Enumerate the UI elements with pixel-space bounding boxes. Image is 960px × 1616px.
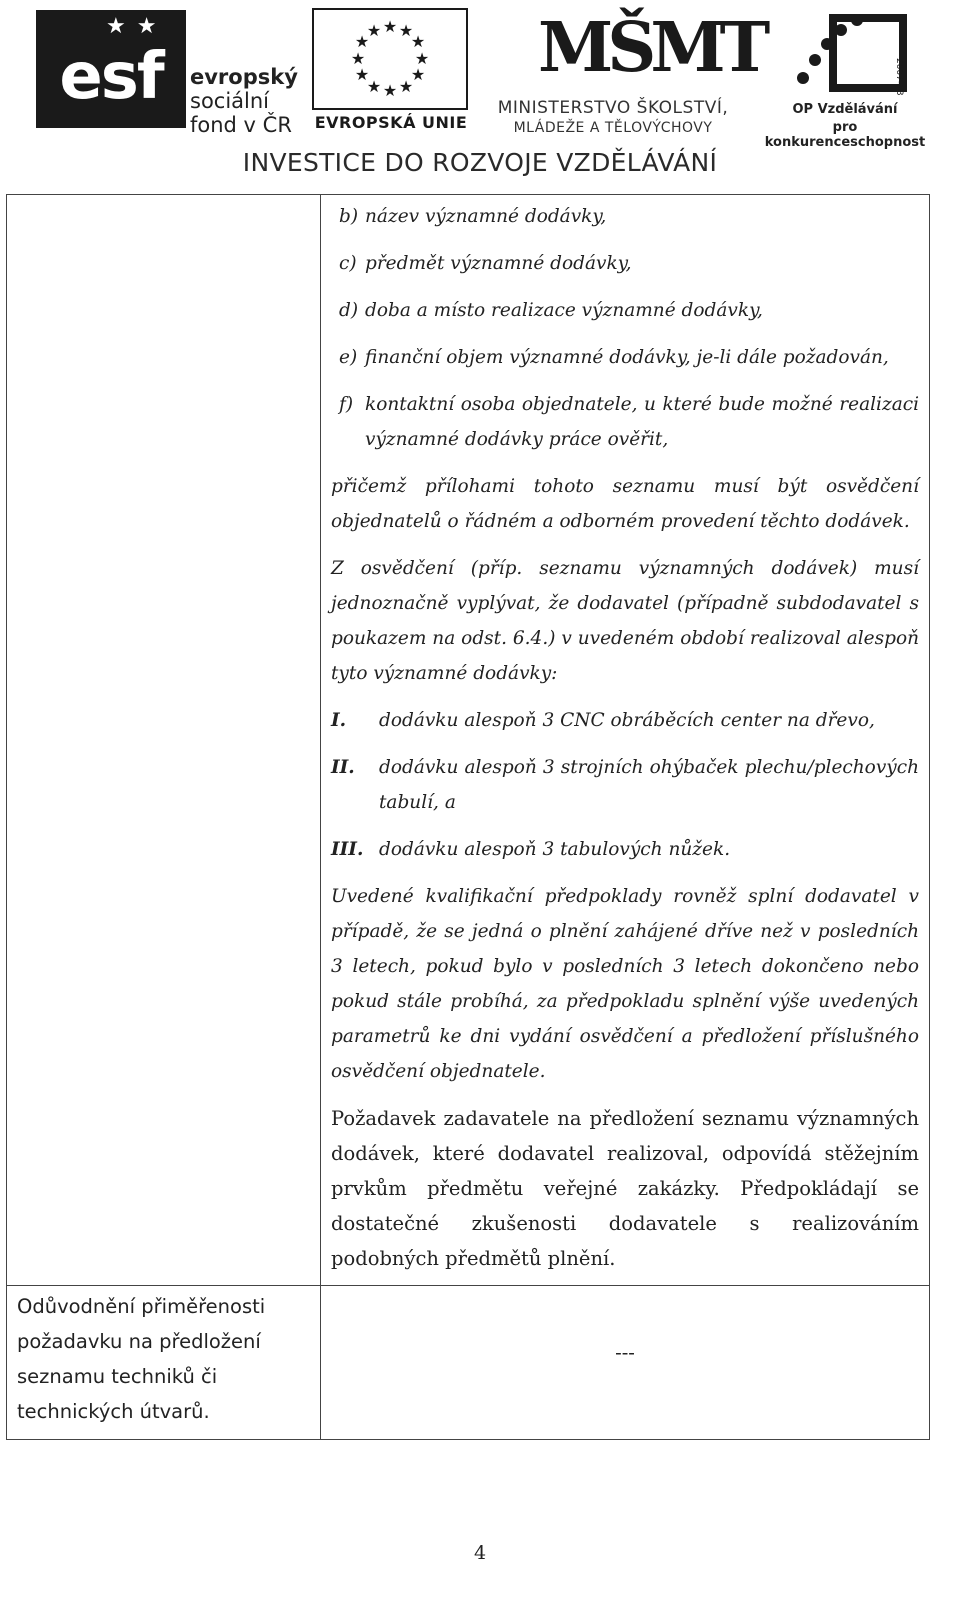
justification-label: Odůvodnění přiměřenosti požadavku na předložení seznamu techniků či technických útvarů. — [17, 1295, 266, 1423]
op-year: 2007-13 — [894, 58, 904, 96]
esf-caption-line: fond v ČR — [190, 113, 292, 137]
attachments-paragraph: přičemž přílohami tohoto seznamu musí být osvědčení objednatelů o řádném a odborném provedení těchto dodávek. — [331, 476, 919, 532]
eu-caption: EVROPSKÁ UNIE — [314, 113, 468, 132]
eu-logo — [312, 8, 470, 136]
list-item-text-continued: významné dodávky práce ověřit, — [365, 429, 669, 450]
svg-text:★: ★ — [366, 77, 382, 96]
svg-text:★: ★ — [414, 49, 430, 68]
svg-text:★: ★ — [398, 77, 414, 96]
investice-banner: INVESTICE DO ROZVOJE VZDĚLÁVÁNÍ — [242, 148, 718, 177]
esf-caption-line: sociální — [190, 89, 270, 113]
svg-text:★: ★ — [410, 65, 426, 84]
esf-logo-text: esf — [59, 40, 163, 114]
svg-text:★: ★ — [398, 21, 414, 40]
esf-logo — [30, 10, 305, 140]
roman-list-item — [331, 750, 919, 820]
qualification-paragraph: Uvedené kvalifikační předpoklady rovněž splní dodavatel v případě, že se jedná o plnění zahájené dříve než v posledních 3 letech, pokud bylo v posledních 3 letech dokončeno nebo pokud stále probíhá, za předpokladu splnění výše uvedených parametrů ke dni vydání osvědčení a předložení příslušného osvědčení objednatele. — [331, 886, 919, 1082]
op-logo-mark-icon — [793, 8, 913, 98]
svg-text:★: ★ — [366, 21, 382, 40]
row-divider — [7, 1285, 929, 1286]
roman-numeral: II. — [331, 757, 355, 778]
msmt-caption-line2: MLÁDEŽE A TĚLOVÝCHOVY — [513, 120, 713, 136]
svg-text:★: ★ — [382, 81, 398, 100]
page-number: 4 — [473, 1542, 487, 1564]
list-item-letter: d) — [339, 300, 359, 321]
list-item-letter: c) — [339, 253, 357, 274]
eu-flag-icon — [312, 8, 468, 110]
msmt-logo — [478, 8, 765, 138]
svg-text:★: ★ — [350, 49, 366, 68]
svg-text:★: ★ — [410, 32, 426, 51]
roman-numeral: III. — [331, 839, 364, 860]
roman-item-text: dodávku alespoň 3 strojních ohýbaček plechu/plechových tabulí, a — [379, 757, 919, 813]
op-logo — [755, 8, 935, 150]
column-divider — [320, 195, 321, 1439]
list-item — [339, 340, 889, 375]
list-item-text: finanční objem významné dodávky, je-li dále požadován, — [365, 347, 889, 368]
requirement-paragraph: Požadavek zadavatele na předložení seznamu významných dodávek, které dodavatel realizoval, odpovídá stěžejním prvkům předmětu veřejné zakázky. Předpokládají se dostatečné zkušenosti dodavatele s realizováním podobných předmětů plnění. — [331, 1107, 919, 1270]
op-caption-line2: pro konkurenceschopnost — [764, 120, 926, 150]
msmt-caption-line1: MINISTERSTVO ŠKOLSTVÍ, — [497, 98, 729, 118]
list-item — [339, 387, 919, 457]
op-caption-line1: OP Vzdělávání — [792, 102, 898, 117]
svg-text:★: ★ — [354, 65, 370, 84]
list-item-letter: b) — [339, 206, 359, 227]
esf-caption — [190, 65, 298, 137]
empty-cell-dash: --- — [615, 1341, 635, 1364]
list-item-letter: f) — [339, 394, 354, 415]
roman-numeral: I. — [331, 710, 347, 731]
roman-item-text: dodávku alespoň 3 CNC obráběcích center na dřevo, — [379, 710, 875, 731]
list-item-text: předmět významné dodávky, — [365, 253, 632, 274]
list-item — [339, 199, 606, 234]
header-logos — [0, 0, 960, 190]
requirements-table — [6, 194, 930, 1440]
roman-list-item — [331, 832, 919, 867]
svg-text:★: ★ — [382, 17, 398, 36]
esf-stars-icon: ★ ★ — [106, 14, 159, 39]
esf-logo-block — [36, 10, 186, 128]
eu-stars-circle — [314, 10, 466, 108]
roman-item-text: dodávku alespoň 3 tabulových nůžek. — [379, 839, 731, 860]
list-item-text: kontaktní osoba objednatele, u které bude možné realizaci — [365, 394, 919, 415]
list-item — [339, 246, 632, 281]
list-item-first-line — [339, 387, 919, 422]
list-item-text: doba a místo realizace významné dodávky, — [365, 300, 763, 321]
roman-list-item — [331, 703, 919, 738]
list-item — [339, 293, 763, 328]
list-item-text: název významné dodávky, — [365, 206, 607, 227]
svg-text:★: ★ — [354, 32, 370, 51]
certificate-paragraph: Z osvědčení (příp. seznamu významných dodávek) musí jednoznačně vyplývat, že dodavatel (případně subdodavatel s poukazem na odst. 6.4.) v uvedeném období realizoval alespoň tyto významné dodávky: — [331, 558, 919, 684]
esf-caption-line: evropský — [190, 65, 298, 89]
msmt-mark: MŠMT — [538, 8, 765, 88]
list-item-letter: e) — [339, 347, 358, 368]
